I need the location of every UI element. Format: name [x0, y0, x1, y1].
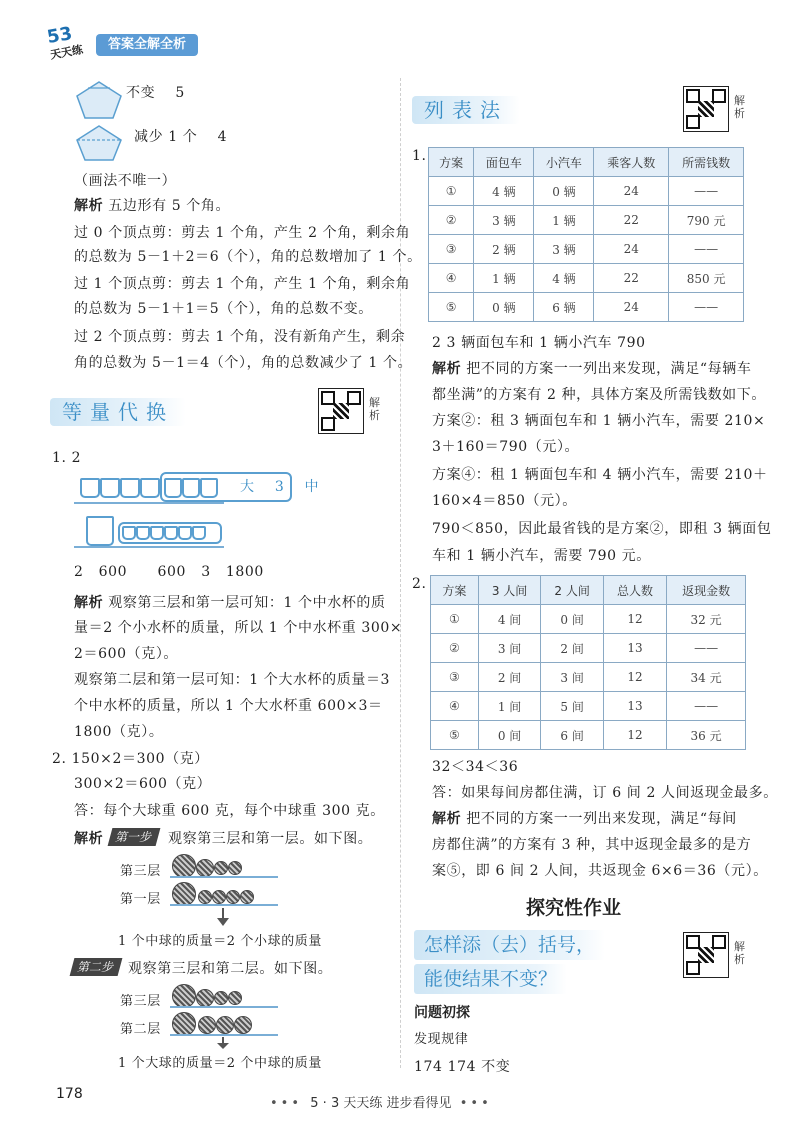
- arrow-head-icon: [217, 918, 229, 926]
- analysis-line-2: 的总数为 5－1＋2＝6（个），角的总数增加了 1 个。: [74, 249, 422, 265]
- t1-cell: ④: [429, 264, 474, 293]
- cup-row-bottom: [74, 512, 224, 548]
- analysis-label: 解析: [74, 198, 104, 214]
- r-analysis1-line-6: 160×4＝850（元）。: [432, 493, 577, 509]
- qr-code-left[interactable]: [318, 388, 364, 434]
- layer3-label-1: 第三层: [120, 864, 161, 879]
- t1-cell: 22: [594, 264, 669, 293]
- r-analysis2-line-1: 把不同的方案一一列出来发现，满足“每间: [466, 811, 737, 827]
- table-row: [429, 235, 744, 264]
- r-analysis1-line-2: 都坐满”的方案有 2 种，具体方案及所需钱数如下。: [432, 387, 766, 403]
- analysis-label-right: 解析: [432, 361, 462, 377]
- t1-cell: ①: [429, 177, 474, 206]
- explore-title-line-1: 怎样添（去）括号，: [414, 930, 605, 960]
- cup-big-label: 大: [240, 479, 255, 495]
- t2-header-1: 3 人间: [478, 576, 541, 605]
- footer-slogan: 5 · 3 天天练 进步看得见: [310, 1096, 452, 1111]
- t1-cell: 6 辆: [534, 293, 594, 322]
- cup-mid-label: 中: [304, 479, 320, 495]
- t1-cell: 0 辆: [474, 293, 534, 322]
- table-plan-1: [428, 147, 744, 322]
- t2-cell: 13: [603, 634, 666, 663]
- table-row: [431, 634, 746, 663]
- analysis2-line-5: 个中水杯的质量，所以 1 个大水杯重 600×3＝: [74, 698, 383, 714]
- step1-badge: 第一步: [108, 828, 161, 846]
- t1-cell: 4 辆: [474, 177, 534, 206]
- page-number: 178: [56, 1086, 83, 1102]
- problem-heading: 问题初探: [414, 1005, 470, 1021]
- table-row: [429, 293, 744, 322]
- t2-header-0: 方案: [431, 576, 479, 605]
- r-analysis1-line-8: 车和 1 辆小汽车，需要 790 元。: [432, 548, 651, 564]
- t2-cell: 12: [603, 605, 666, 634]
- q2-line-1: 2. 150×2＝300（克）: [52, 751, 209, 767]
- q2-line-3: 答：每个大球重 600 克，每个中球重 300 克。: [74, 803, 385, 819]
- t1-cell: 24: [594, 293, 669, 322]
- last-answer-line: 174 174 不变: [414, 1059, 511, 1075]
- t2-cell: 6 间: [541, 721, 604, 750]
- t1-header-3: 乘客人数: [594, 148, 669, 177]
- qr-label-right-top: 解析: [734, 94, 745, 120]
- t1-cell: 4 辆: [534, 264, 594, 293]
- layer3-label-2: 第三层: [120, 994, 161, 1009]
- t1-cell: 3 辆: [534, 235, 594, 264]
- t2-cell: 34 元: [667, 663, 746, 692]
- discover-label: 发现规律: [414, 1032, 469, 1047]
- q1-number-right: 1.: [412, 148, 427, 164]
- r-analysis1-line-7: 790＜850，因此最省钱的是方案②，即租 3 辆面包: [432, 521, 772, 537]
- t1-cell: 790 元: [669, 206, 744, 235]
- table-row: [431, 721, 746, 750]
- t2-cell: 12: [603, 663, 666, 692]
- table-row: [431, 663, 746, 692]
- table-row: [429, 206, 744, 235]
- answer-c: 600: [157, 564, 187, 580]
- t2-cell: 4 间: [478, 605, 541, 634]
- layer1-label: 第一层: [120, 892, 161, 907]
- analysis2-label: 解析: [74, 595, 104, 611]
- t1-cell: ⑤: [429, 293, 474, 322]
- conclusion-2: 1 个大球的质量＝2 个中球的质量: [118, 1056, 323, 1071]
- dots-icon-left: •••: [270, 1096, 303, 1111]
- pentagon-value-2: 4: [217, 129, 228, 145]
- t2-cell: ——: [667, 634, 746, 663]
- t2-cell: ⑤: [431, 721, 479, 750]
- analysis2-line-3: 2＝600（克）。: [74, 646, 179, 662]
- t2-cell: 12: [603, 721, 666, 750]
- t2-cell: 32 元: [667, 605, 746, 634]
- r-analysis2-line-2: 房都住满”的方案有 3 种，其中返现金最多的是方: [432, 837, 752, 853]
- answer-b: 600: [98, 564, 128, 580]
- analysis-line-6: 角的总数为 5－1＝4（个），角的总数减少了 1 个。: [74, 355, 413, 371]
- analysis-first: 五边形有 5 个角。: [108, 198, 231, 214]
- t2-cell: ③: [431, 663, 479, 692]
- section-title-table: 列表法: [412, 96, 520, 124]
- analysis-line-4: 的总数为 5－1＋1＝5（个），角的总数不变。: [74, 301, 373, 317]
- t1-cell: ——: [669, 235, 744, 264]
- analysis2-label-right: 解析: [432, 811, 462, 827]
- table-row: [429, 264, 744, 293]
- step2-text: 观察第三层和第二层。如下图。: [128, 961, 333, 977]
- section-title-equal: 等量代换: [50, 398, 186, 426]
- t1-cell: 1 辆: [534, 206, 594, 235]
- arrow-head-icon-2: [217, 1043, 229, 1049]
- header-badge: 答案全解全析: [96, 34, 198, 56]
- t2-cell: ②: [431, 634, 479, 663]
- answer-a: 2: [74, 564, 84, 580]
- t1-cell: 24: [594, 235, 669, 264]
- t1-header-0: 方案: [429, 148, 474, 177]
- t1-header-1: 面包车: [474, 148, 534, 177]
- table-row: [431, 692, 746, 721]
- table-row: [429, 177, 744, 206]
- analysis-line-1: 过 0 个顶点剪：剪去 1 个角，产生 2 个角，剩余角: [74, 225, 411, 241]
- r-analysis1-line-4: 3＋160＝790（元）。: [432, 439, 580, 455]
- t1-cell: 2 辆: [474, 235, 534, 264]
- answer-2-right: 答：如果每间房都住满，订 6 间 2 人间返现金最多。: [432, 785, 778, 801]
- answer-e: 1800: [225, 564, 264, 580]
- explore-heading: 探究性作业: [526, 897, 622, 919]
- r-analysis1-line-3: 方案②：租 3 辆面包车和 1 辆小汽车，需要 210×: [432, 413, 766, 429]
- t2-cell: 2 间: [478, 663, 541, 692]
- svg-text:天天练: 天天练: [49, 43, 84, 60]
- inequality: 32＜34＜36: [432, 759, 519, 775]
- qr-code-right-top[interactable]: [683, 86, 729, 132]
- t1-cell: ——: [669, 293, 744, 322]
- t2-cell: 0 间: [541, 605, 604, 634]
- qr-code-right-bottom[interactable]: [683, 932, 729, 978]
- step1-text: 观察第三层和第一层。如下图。: [168, 831, 373, 847]
- t2-cell: 13: [603, 692, 666, 721]
- analysis-line-5: 过 2 个顶点剪：剪去 1 个角，没有新角产生，剩余: [74, 329, 406, 345]
- conclusion-1: 1 个中球的质量＝2 个小球的质量: [118, 934, 323, 949]
- brand-logo: [46, 22, 94, 60]
- explore-title-line-2: 能使结果不变？: [414, 964, 567, 994]
- t1-cell: ——: [669, 177, 744, 206]
- analysis3-label: 解析: [74, 831, 104, 847]
- t2-cell: 2 间: [541, 634, 604, 663]
- q1-answer-right: 2 3 辆面包车和 1 辆小汽车 790: [432, 335, 646, 351]
- t2-cell: 3 间: [541, 663, 604, 692]
- analysis2-line-6: 1800（克）。: [74, 724, 164, 740]
- t2-cell: 1 间: [478, 692, 541, 721]
- t1-cell: ③: [429, 235, 474, 264]
- footer-slogan-wrap: [270, 1092, 492, 1111]
- t2-cell: ——: [667, 692, 746, 721]
- dots-icon-right: •••: [459, 1096, 492, 1111]
- cup-num-label: 3: [274, 479, 285, 495]
- analysis2-line-1: 观察第三层和第一层可知：1 个中水杯的质: [108, 595, 386, 611]
- qr-label-right-bottom: 解析: [734, 940, 745, 966]
- t1-header-2: 小汽车: [534, 148, 594, 177]
- t2-cell: 5 间: [541, 692, 604, 721]
- t1-cell: ②: [429, 206, 474, 235]
- t2-header-4: 返现金数: [667, 576, 746, 605]
- svg-text:53: 53: [46, 23, 74, 49]
- t1-cell: 24: [594, 177, 669, 206]
- pentagon-figure-1: [74, 80, 124, 120]
- t2-cell: 36 元: [667, 721, 746, 750]
- cup-row-top: [74, 470, 224, 506]
- r-analysis2-line-3: 案⑤，即 6 间 2 人间，共返现金 6×6＝36（元）。: [432, 863, 768, 879]
- t1-cell: 22: [594, 206, 669, 235]
- step2-badge: 第二步: [70, 958, 123, 976]
- q2-line-2: 300×2＝600（克）: [74, 776, 212, 792]
- t1-header-4: 所需钱数: [669, 148, 744, 177]
- analysis-line-3: 过 1 个顶点剪：剪去 1 个角，产生 1 个角，剩余角: [74, 276, 411, 292]
- pentagon-text-1: 不变: [126, 85, 156, 101]
- pentagon-figure-2: [74, 124, 124, 162]
- qr-label-left: 解析: [369, 396, 380, 422]
- t1-cell: 850 元: [669, 264, 744, 293]
- q1-label-left: 1. 2: [52, 450, 82, 466]
- pentagon-value-1: 5: [175, 85, 185, 101]
- r-analysis1-line-5: 方案④：租 1 辆面包车和 4 辆小汽车，需要 210＋: [432, 467, 768, 483]
- drawing-note: （画法不唯一）: [74, 173, 177, 189]
- t2-cell: 3 间: [478, 634, 541, 663]
- t1-cell: 3 辆: [474, 206, 534, 235]
- t2-cell: ④: [431, 692, 479, 721]
- layer2-label: 第二层: [120, 1022, 161, 1037]
- q2-number-right: 2.: [412, 576, 427, 592]
- analysis2-line-4: 观察第二层和第一层可知：1 个大水杯的质量＝3: [74, 672, 391, 688]
- t1-cell: 1 辆: [474, 264, 534, 293]
- answer-d: 3: [201, 564, 211, 580]
- table-row: [431, 605, 746, 634]
- t2-cell: ①: [431, 605, 479, 634]
- table-plan-2: [430, 575, 746, 750]
- r-analysis1-line-1: 把不同的方案一一列出来发现，满足“每辆车: [466, 361, 752, 377]
- t2-cell: 0 间: [478, 721, 541, 750]
- t1-cell: 0 辆: [534, 177, 594, 206]
- t2-header-3: 总人数: [603, 576, 666, 605]
- analysis2-line-2: 量＝2 个小水杯的质量，所以 1 个中水杯重 300×: [74, 620, 403, 636]
- t2-header-2: 2 人间: [541, 576, 604, 605]
- pentagon-text-2: 减少 1 个: [134, 129, 198, 145]
